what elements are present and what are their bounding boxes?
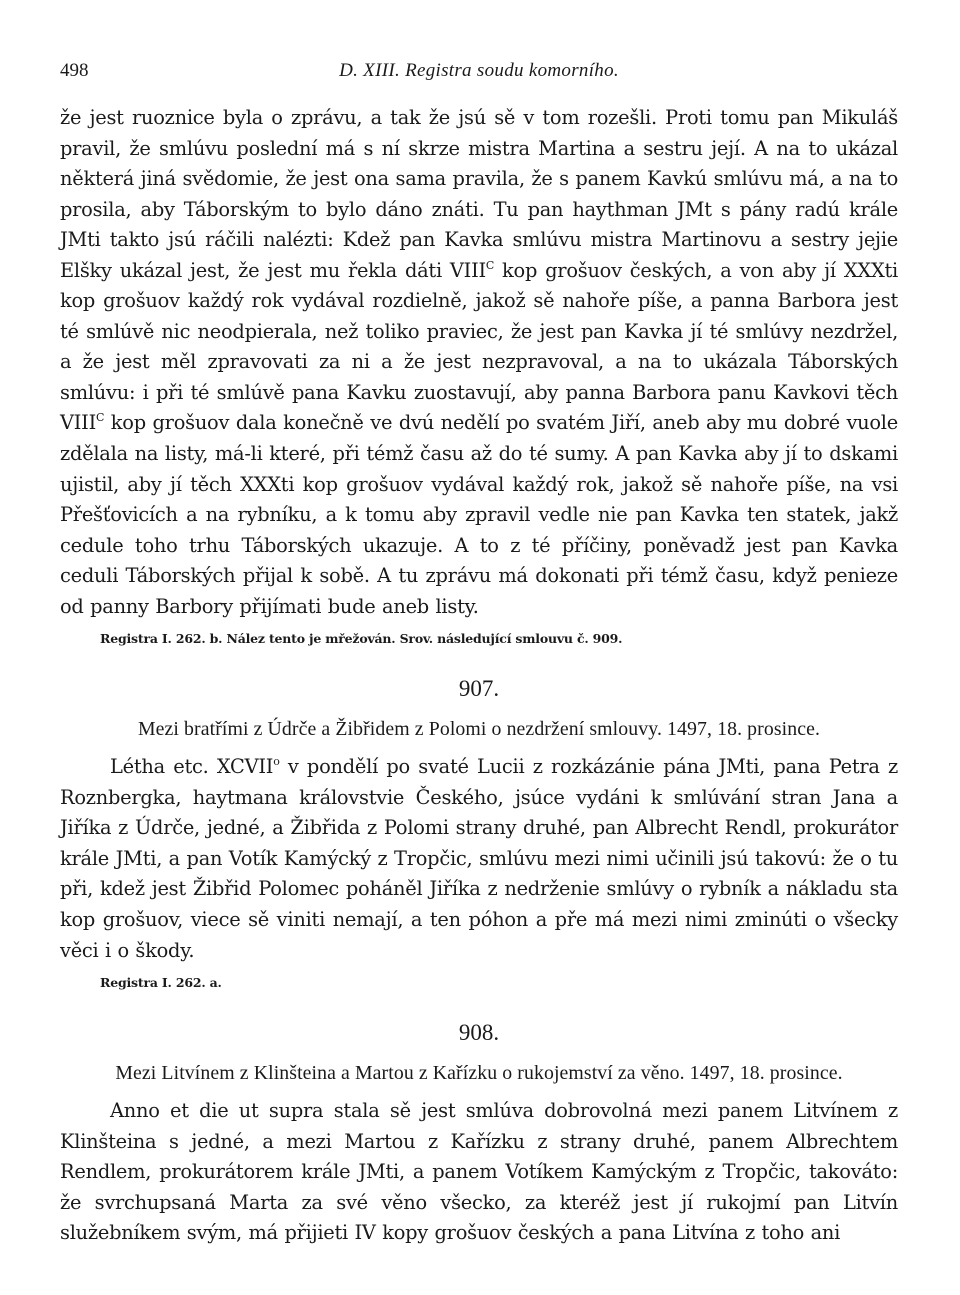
paragraph-text: kop grošuov dala konečně ve dvú nedělí po svatém Jiří, aneb aby mu dobré vuole zdělala na listy, má-li které, při témž času až do té sumy. A pan Kavka aby jí to dskami ujistil, aby jí těch XXXti kop grošuov vydával každý rok, jakož sě nahoře píše, na vsi Přešťovicích a na rybníku, a k tomu aby zpravil vedle nie pan Kavka ten statek, jakž cedule toho trhu Táborských ukazuje. A to z té příčiny, poněvadž jest pan Kavka ceduli Táborských přijal k sobě. A tu zprávu má dokonati při témž času, když penieze od panny Barbory přijímati bude aneb listy. <box>60 411 898 618</box>
entry-heading-908: Mezi Litvínem z Klinšteina a Martou z Kařízku o rukojemství za věno. 1497, 18. prosince. <box>115 1062 843 1085</box>
paragraph-text: že jest ruoznice byla o zprávu, a tak že jsú sě v tom rozešli. Proti tomu pan Mikuláš pravil, že smlúvu poslední má s ní skrze mistra Martina a sestru její. A na to ukázal některá jiná svědomie, že jest ona sama pravila, že s panem Kavkú smlúvu má, a na to prosila, aby Táborským to bylo dáno znáti. Tu pan haythman JMt s pány radú krále JMti takto jsú ráčili nalézti: Kdež pan Kavka smlúvu mistra Martinovu a sestry jejie Elšky ukázal jest, že jest mu řekla dáti VIII <box>60 106 898 282</box>
running-title: D. XIII. Registra soudu komorního. <box>339 60 619 81</box>
paragraph-907 <box>60 752 898 966</box>
paragraph-text: kop grošuov českých, a von aby jí XXXti kop grošuov každý rok vydával rozdielně, jakož sě nahoře píše, a panna Barbora jest té smlúvě nic neodpierala, než toliko praviec, že jest pan Kavka jí té smlúvy nezdržel, a že jest měl zpravovati za ni a že jest nezpravoval, a na to ukázala Táborských smlúvu: i při té smlúvě pana Kavku zuostavují, aby panna Barbora panu Kavkovi těch VIII <box>60 258 898 435</box>
superscript: o <box>273 755 280 769</box>
superscript: C <box>485 258 495 272</box>
entry-number-907: 907. <box>458 676 500 702</box>
paragraph-908: Anno et die ut supra stala sě jest smlúva dobrovolná mezi panem Litvínem z Klinšteina s jedné, a mezi Martou z Kařízku z strany druhé, panem Albrechtem Rendlem, prokurátorem krále JMti, a panem Votíkem Kamýckým z Tropčic, takováto: že svrchupsaná Marta za své věno všecko, za kteréž jest jí rukojmí pan Litvín služebníkem svým, má přijieti IV kopy grošuov českých a pana Litvína z toho ani <box>60 1099 898 1245</box>
entry-number-908: 908. <box>458 1020 500 1046</box>
superscript: C <box>95 411 105 425</box>
paragraph-continued-906 <box>60 103 898 622</box>
paragraph-text: Létha etc. XCVII <box>110 755 274 779</box>
running-head <box>60 58 898 92</box>
entry-heading-907: Mezi bratřími z Údrče a Žibřidem z Polomi o nezdržení smlouvy. 1497, 18. prosince. <box>137 718 821 741</box>
paragraph-text: v pondělí po svaté Lucii z rozkázánie pána JMti, pana Petra z Roznbergka, haytmana královstvie Českého, jsúce vydáni k smlúvání stran Jana a Jiříka z Údrče, jedné, a Žibřida z Polomi strany druhé, pan Albrecht Rendl, prokurátor krále JMti, a pan Votík Kamýcký z Tropčic, smlúvu mezi nimi učinili jsú takovú: že o tu při, kdež jest Žibřid Polomec poháněl Jiříka z nedrženie smlúvy o rybník a nákladu sta kop grošuov, viece sě viniti nemají, a ten póhon a pře má mezi nimi zminúti o všecky věci i o škody. <box>60 755 898 962</box>
source-note-906: Registra I. 262. b. Nález tento je mřežován. Srov. následující smlouvu č. 909. <box>100 631 623 647</box>
page-number: 498 <box>60 60 89 81</box>
source-note-907: Registra I. 262. a. <box>100 975 222 991</box>
